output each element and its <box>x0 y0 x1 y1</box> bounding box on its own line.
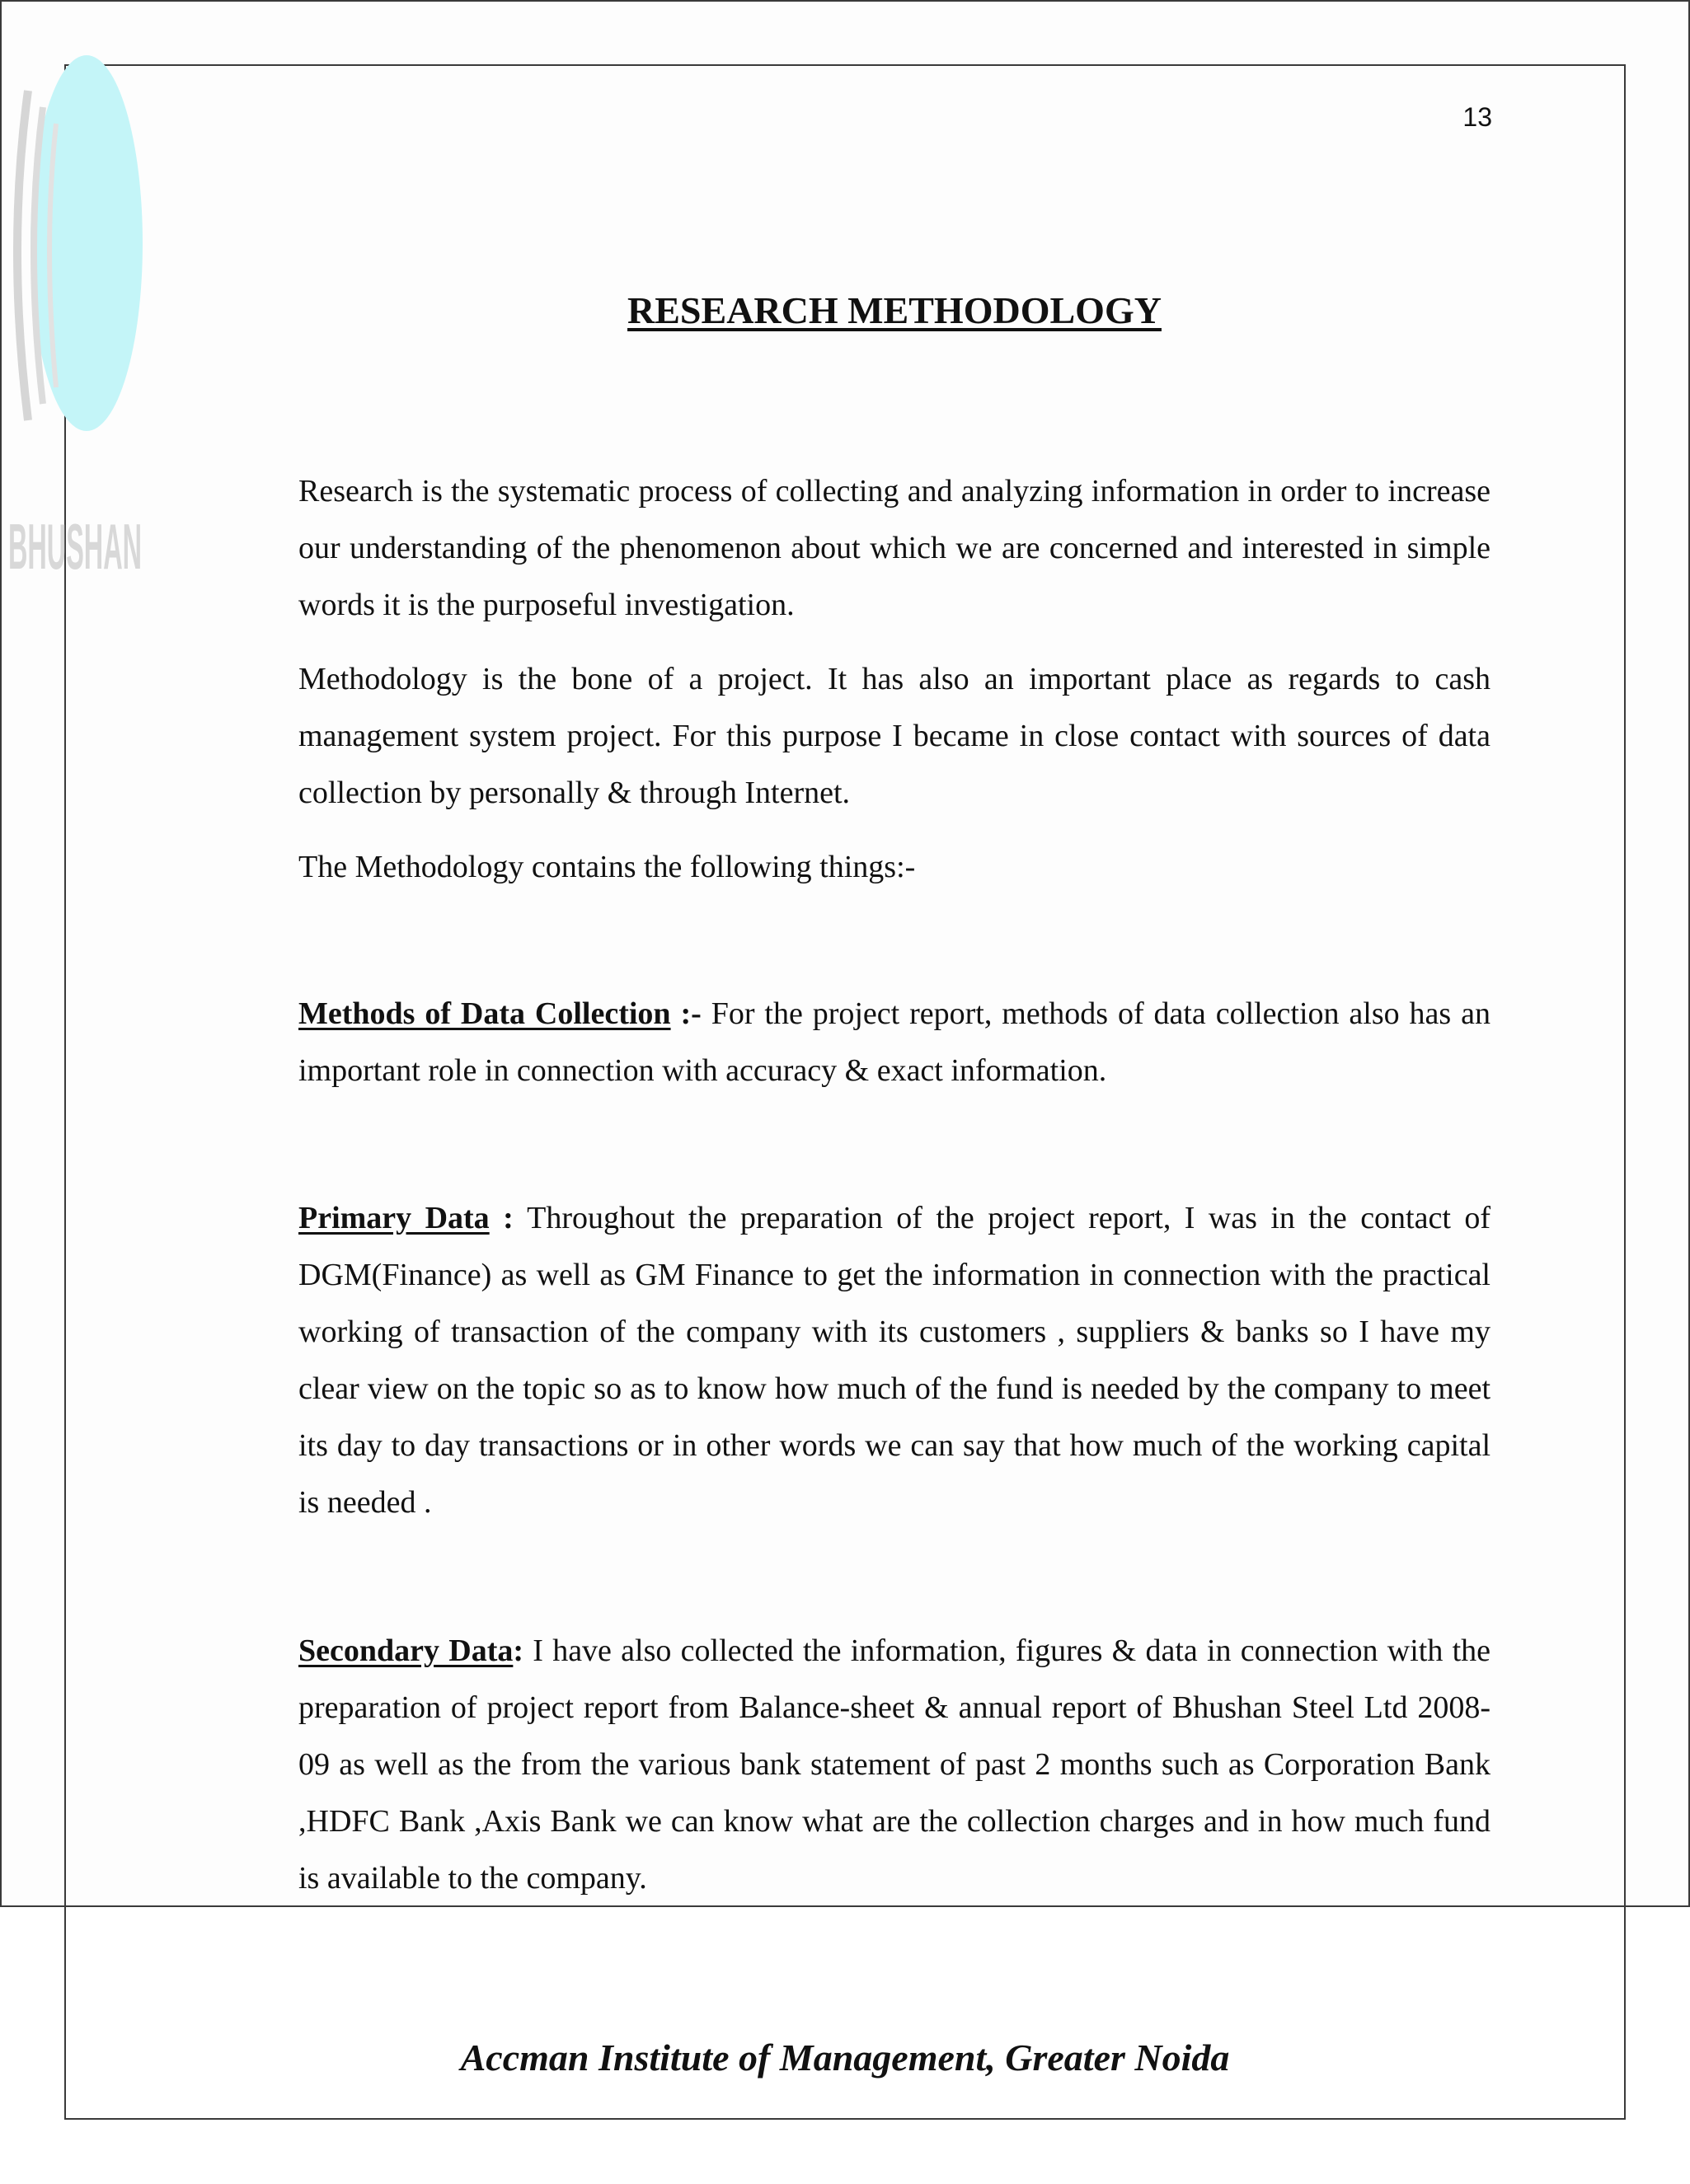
methods-of-data-collection-section <box>298 986 1490 1099</box>
intro-paragraph: Research is the systematic process of collecting and analyzing information in order to increase our understanding of the phenomenon about which we are concerned and interested in simple words it is the purposeful investigation. <box>298 474 1490 622</box>
methods-separator: :- <box>670 996 711 1031</box>
secondary-heading: Secondary Data <box>298 1633 514 1668</box>
bhushan-logo-graphic <box>0 33 157 593</box>
institute-footer: Accman Institute of Management, Greater Noida <box>460 2036 1230 2079</box>
page-title: RESEARCH METHODOLOGY <box>627 289 1162 331</box>
page-number: 13 <box>1462 102 1492 132</box>
methods-body: For the project report, methods of data collection also has an important role in connection with accuracy & exact information. <box>298 996 1490 1088</box>
primary-body: Throughout the preparation of the project report, I was in the contact of DGM(Finance) as well as GM Finance to get the information in connection with the practical working of transaction of the company with its customers , suppliers & banks so I have my clear view on the topic so as to know how much of the fund is needed by the company to meet its day to day transactions or in other words we can say that how much of the working capital is needed . <box>298 1201 1490 1520</box>
primary-separator: : <box>489 1201 528 1235</box>
contents-line: The Methodology contains the following things:- <box>298 850 916 884</box>
secondary-data-section <box>298 1623 1490 1907</box>
bhushan-logo-watermark <box>0 33 157 593</box>
secondary-body: I have also collected the information, figures & data in connection with the preparation of project report from Balance-sheet & annual report of Bhushan Steel Ltd 2008-09 as well as the from the various bank statement of past 2 months such as Corporation Bank ,HDFC Bank ,Axis Bank we can know what are the collection charges and in how much fund is available to the company. <box>298 1633 1491 1896</box>
methods-heading-lead <box>298 996 711 1031</box>
secondary-heading-lead <box>298 1633 533 1668</box>
methodology-paragraph: Methodology is the bone of a project. It has also an important place as regards to cash management system project. For this purpose I became in close contact with sources of data collection by personally & through Internet. <box>298 662 1490 810</box>
primary-data-section <box>298 1190 1490 1531</box>
primary-heading-lead <box>298 1201 527 1235</box>
primary-heading: Primary Data <box>298 1201 490 1235</box>
secondary-separator: : <box>513 1633 533 1668</box>
methods-heading: Methods of Data Collection <box>298 996 671 1031</box>
svg-text:BHUSHAN: BHUSHAN <box>8 510 142 583</box>
